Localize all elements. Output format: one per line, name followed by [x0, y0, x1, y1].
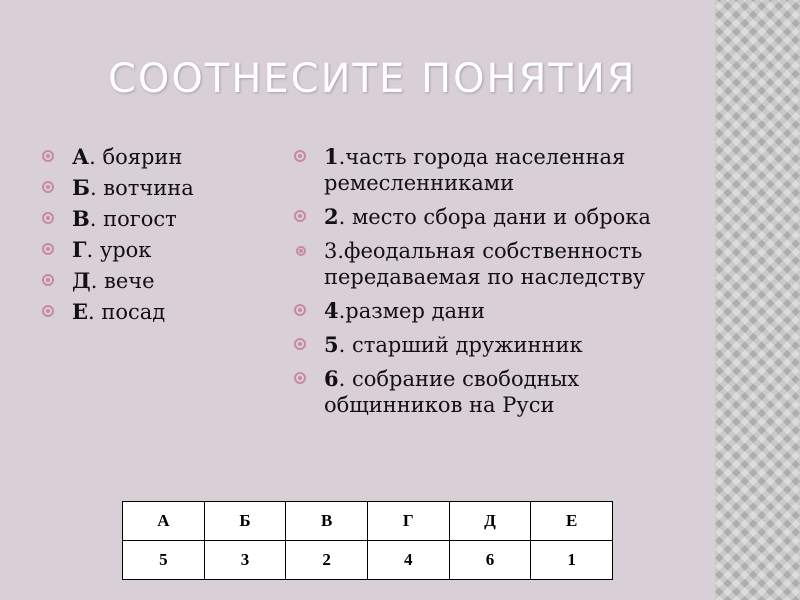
bullet-icon: [42, 243, 54, 255]
definition-item: 4.размер дани: [292, 298, 712, 324]
concept-item: Б. вотчина: [40, 175, 280, 201]
concept-item: Е. посад: [40, 299, 280, 325]
answer-header-cell: Б: [204, 502, 286, 541]
answer-header-row: [123, 502, 613, 541]
definition-list: [292, 144, 712, 426]
side-pattern-strip: [715, 0, 800, 600]
bullet-icon: [294, 372, 306, 384]
bullet-icon: [294, 304, 306, 316]
concept-item: Г. урок: [40, 237, 280, 263]
answer-header-cell: Д: [449, 502, 531, 541]
concept-item: Д. вече: [40, 268, 280, 294]
bullet-icon: [42, 150, 54, 162]
definition-item: 3.феодальная собственность передаваемая по наследству: [292, 238, 712, 290]
concept-item: А. боярин: [40, 144, 280, 170]
bullet-icon: [294, 210, 306, 222]
answer-value-cell: 2: [286, 541, 368, 580]
definition-item: 6. собрание свободных общинников на Руси: [292, 366, 712, 418]
concept-item: В. погост: [40, 206, 280, 232]
definition-item: 1.часть города населенная ремесленниками: [292, 144, 712, 196]
definition-item: 5. старший дружинник: [292, 332, 712, 358]
bullet-icon: [42, 212, 54, 224]
answer-header-cell: Г: [367, 502, 449, 541]
bullet-icon: [42, 274, 54, 286]
answer-header-cell: Е: [531, 502, 613, 541]
answer-table: [122, 501, 613, 580]
answer-value-cell: 1: [531, 541, 613, 580]
answer-value-cell: 3: [204, 541, 286, 580]
answer-value-cell: 5: [123, 541, 205, 580]
answer-header-cell: А: [123, 502, 205, 541]
answer-header-cell: В: [286, 502, 368, 541]
answer-value-cell: 6: [449, 541, 531, 580]
bullet-icon: [42, 305, 54, 317]
answer-value-row: [123, 541, 613, 580]
bullet-icon: [296, 246, 306, 256]
bullet-icon: [294, 338, 306, 350]
definition-item: 2. место сбора дани и оброка: [292, 204, 712, 230]
bullet-icon: [294, 150, 306, 162]
slide-title: СООТНЕСИТЕ ПОНЯТИЯ: [108, 56, 637, 102]
answer-value-cell: 4: [367, 541, 449, 580]
bullet-icon: [42, 181, 54, 193]
concept-list: [40, 144, 280, 330]
